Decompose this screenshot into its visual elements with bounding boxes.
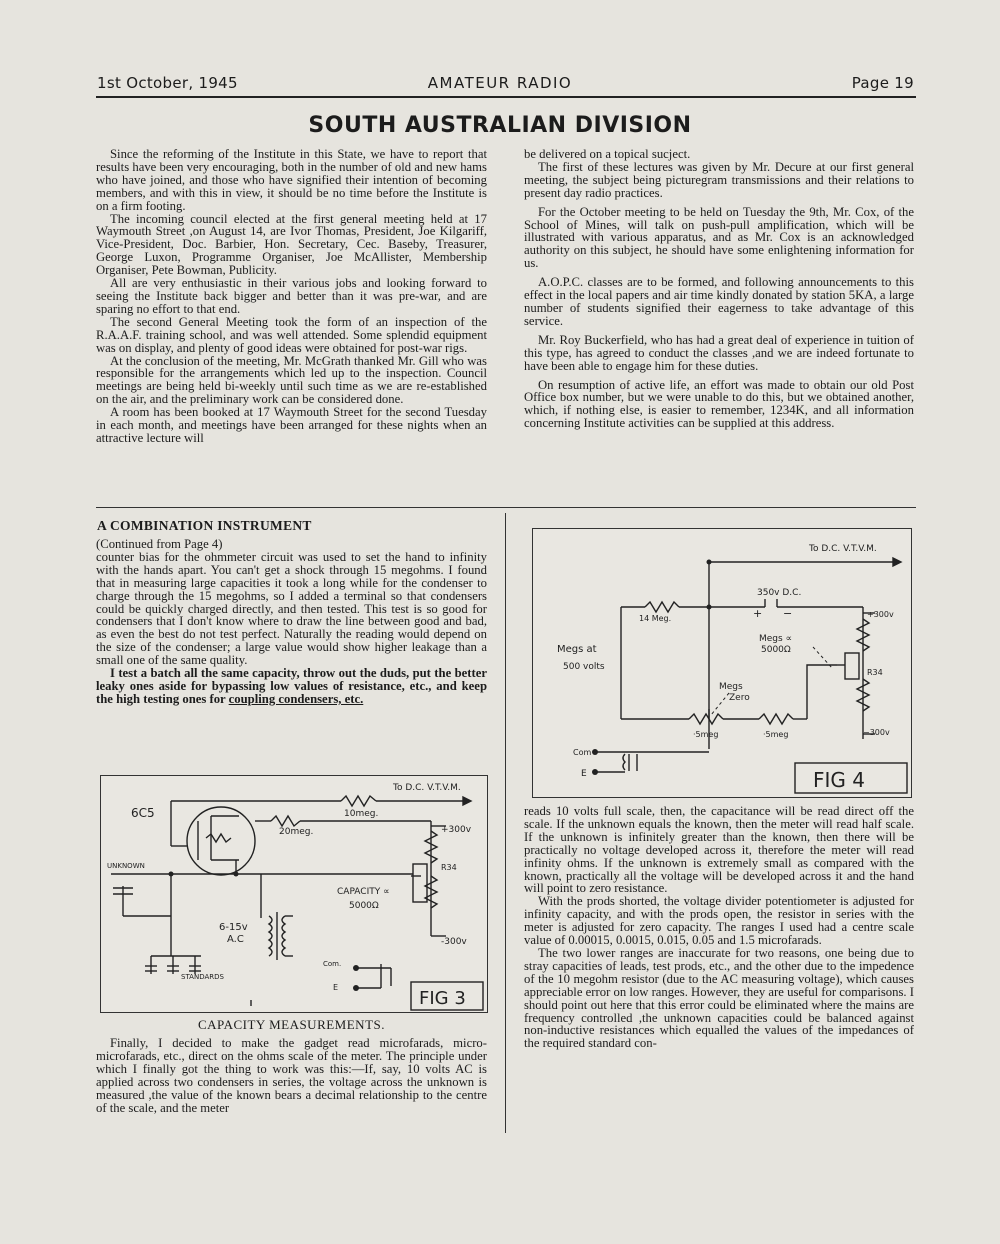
paragraph: Since the reforming of the Institute in this State, we have to report that results have been very encouraging, both in the number of old and new hams who have joined, and those who have signified their intention of becoming members, and with this in view, it should be no time before the Institute is on a firm footing.	[96, 147, 487, 213]
fig3-r10-label: 10meg.	[344, 809, 379, 819]
division-left-column	[96, 148, 487, 445]
issue-date: 1st October, 1945	[97, 74, 238, 92]
fig4-5meg-a-label: ·5meg	[693, 730, 719, 739]
fig4-5meg-b-label: ·5meg	[763, 730, 789, 739]
paragraph: reads 10 volts full scale, then, the capacitance will be read direct off the scale. If the unknown equals the known, then the meter will read half scale. If the unknown is infinitely greater than the known, then there will be practically no voltage developed across it, therefore the meter will read infinity ohms. If the unknown is extremely small as compared with the known, practically all the voltage will be developed across it and the hand will point to zero resistance.	[524, 804, 914, 896]
paragraph: With the prods shorted, the voltage divider potentiometer is adjusted for infinity capacity, and with the prods open, the resistor in series with the meter is adjusted for zero capacity. The ranges I used had a centre scale value of 0.00015, 0.0015, 0.015, 0.05 and 1.5 microfarads.	[524, 894, 914, 948]
fig3-e-label: E	[333, 983, 339, 992]
continued-note: (Continued from Page 4)	[96, 537, 223, 551]
fig4-r14-label: 14 Meg.	[639, 614, 672, 623]
fig3-unknown-label: UNKNOWN	[107, 862, 145, 870]
fig4-megs-at-label: Megs at	[557, 644, 597, 655]
paragraph: A room has been booked at 17 Waymouth Street for the second Tuesday in each month, and meetings have been arranged for these nights when an attractive lecture will	[96, 405, 487, 445]
fig4-plus300-label: +300v	[867, 610, 894, 619]
fig4-com-label: Com	[573, 748, 592, 757]
fig4-number: FIG 4	[813, 768, 865, 792]
column-divider	[505, 513, 506, 1133]
figure-caption: CAPACITY MEASUREMENTS.	[197, 1017, 385, 1032]
article-title: SOUTH AUSTRALIAN DIVISION	[308, 113, 692, 138]
figure-4	[532, 528, 912, 798]
fig3-plus300-label: +300v	[441, 825, 472, 835]
fig3-circuit-diagram	[101, 776, 487, 1012]
page-number: Page 19	[851, 74, 914, 92]
fig3-com-label: Com.	[323, 960, 342, 968]
publication-name: AMATEUR RADIO	[427, 74, 573, 92]
fig4-350v-label: 350v D.C.	[757, 588, 802, 598]
fig3-number: FIG 3	[419, 988, 466, 1009]
division-right-column	[524, 148, 914, 430]
paragraph: be delivered on a topical sucject.	[524, 147, 691, 161]
instrument-left-lower-column	[96, 1037, 487, 1114]
fig3-5000-label: 5000Ω	[349, 901, 379, 911]
paragraph: Mr. Roy Buckerfield, who has had a great deal of experience in tuition of this type, has agreed to conduct the classes ,and we are indeed fortunate to have been able to engage him for these duties.	[524, 332, 914, 373]
paragraph: Finally, I decided to make the gadget read microfarads, micro-microfarads, etc., direct on the ohms scale of the meter. The principle under which I finally got the thing to work was this:—If, say, 10 volts AC is applied across two condensers in series, the voltage across the unknown is measured ,the value of the known bears a decimal relationship to the centre of the scale, and the meter	[96, 1036, 487, 1115]
fig3-r34-label: R34	[441, 863, 457, 872]
fig4-r34-label: R34	[867, 668, 883, 677]
fig3-standards-label: STANDARDS	[181, 973, 224, 981]
instrument-left-column	[96, 538, 487, 706]
fig4-e-label: E	[581, 769, 587, 779]
figure-3	[100, 775, 488, 1013]
paragraph: The first of these lectures was given by Mr. Decure at our first general meeting, the subject being picturegram transmissions and their relations to present day radio practices.	[524, 159, 914, 200]
section-title: A COMBINATION INSTRUMENT	[97, 518, 312, 533]
fig4-500v-label: 500 volts	[563, 662, 605, 672]
header-rule	[96, 96, 916, 98]
fig4-circuit-diagram	[533, 529, 911, 797]
paragraph: At the conclusion of the meeting, Mr. McGrath thanked Mr. Gill who was responsible for the arrangements which led up to the inspection. Council meetings are being held bi-weekly until such time as we are re-established on the air, and the preliminary work can be considered done.	[96, 353, 487, 407]
paragraph: The incoming council elected at the first general meeting held at 17 Waymouth Street ,on August 14, are Ivor Thomas, President, Joe Kilgariff, Vice-President, Doc. Barbier, Hon. Secretary, Cec. Baseby, Treasurer, George Luxon, Programme Organiser, Joe McAllister, Membership Organiser, Pete Bowman, Publicity.	[96, 211, 487, 278]
fig4-vtvm-label: To D.C. V.T.V.M.	[809, 544, 877, 554]
fig3-r20-label: 20meg.	[279, 827, 314, 837]
paragraph: counter bias for the ohmmeter circuit was used to set the hand to infinity with the hands apart. You can't get a shock through 15 megohms. I found that in measuring large capacities it took a long while for the condenser to charge through the 15 megohms, so I added a terminal so that condensers could be quickly charged directly, and then tested. This test is so good for condensers that I don't know where to draw the line between good and bad, as even the best do not test perfect. Naturally the reading would depend on the size of the condenser; a large value would show higher leakage than a small one of the same quality.	[96, 549, 487, 668]
fig3-ac-voltage: 6-15v	[219, 922, 248, 933]
fig4-plus-sign: +	[753, 607, 763, 620]
fig3-minus300-label: -300v	[441, 937, 467, 947]
bold-text: I test a batch all the same capacity, throw out the duds, put the better leaky ones aside for bypassing low values of resistance, etc., and keep the high testing ones for	[96, 666, 487, 706]
fig4-minus-sign: −	[783, 607, 793, 620]
fig4-minus300-label: −300v	[863, 728, 890, 737]
paragraph: The second General Meeting took the form of an inspection of the R.A.A.F. training school, and was well attended. Some splendid equipment was on display, and plenty of good ideas were obtained for post-war rigs.	[96, 314, 487, 355]
fig4-megs-label: Megs	[719, 682, 743, 692]
underlined-text: coupling condensers, etc.	[228, 691, 364, 706]
fig3-capacity-label: CAPACITY ∝	[337, 887, 390, 897]
paragraph: For the October meeting to be held on Tuesday the 9th, Mr. Cox, of the School of Mines, will talk on push-pull amplification, which will be illustrated with various apparatus, and as Mr. Cox is an acknowledged authority on this subject, he should have some enlightening information for us.	[524, 204, 914, 271]
fig3-ac-label: A.C	[227, 934, 244, 945]
paragraph: On resumption of active life, an effort was made to obtain our old Post Office box number, but we were unable to do this, but we obtained another, which, if nothing else, is easier to remember, 1234K, and all information concerning Institute activities can be supplied at this address.	[524, 377, 914, 431]
paragraph: All are very enthusiastic in their various jobs and looking forward to seeing the Institute back bigger and better than it was pre-war, and are sparing no effort to that end.	[96, 276, 487, 316]
fig3-tube-label: 6C5	[131, 806, 155, 820]
instrument-right-column	[524, 805, 914, 1050]
paragraph: The two lower ranges are inaccurate for two reasons, one being due to stray capacities of leads, test prods, etc., and the other due to the impedence of the 10 megohm resistor (due to the AC measuring voltage), which causes appreciable error on low ranges. However, they are useful for comparisons. I should point out here that this error could be eliminated where the mains are frequency controlled ,the unknown capacities could be balanced against non-inductive resistances which equalled the values of the impedances of the required standard con-	[524, 945, 914, 1051]
bold-paragraph	[96, 667, 487, 706]
section-divider	[96, 507, 916, 508]
fig4-megs-inf-label: Megs ∝	[759, 634, 792, 644]
fig3-vtvm-label: To D.C. V.T.V.M.	[393, 783, 461, 793]
fig4-zero-label: Zero	[729, 693, 750, 703]
paragraph: A.O.P.C. classes are to be formed, and following announcements to this effect in the local papers and air time kindly donated by station 5KA, a large number of students signified their eagerness to take advantage of this service.	[524, 275, 914, 328]
fig4-5000-label: 5000Ω	[761, 645, 791, 655]
